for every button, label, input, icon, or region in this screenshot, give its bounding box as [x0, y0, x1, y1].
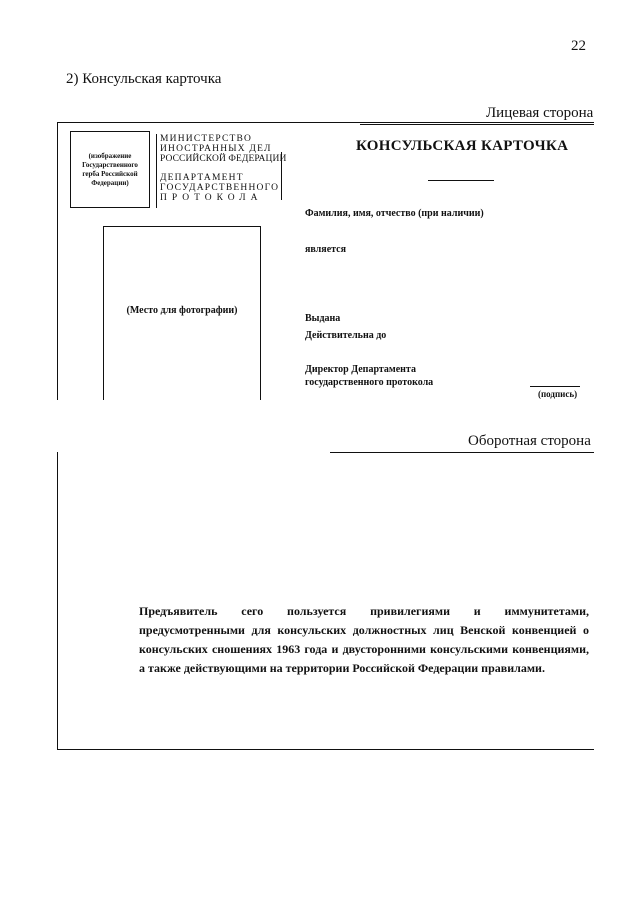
card-title: КОНСУЛЬСКАЯ КАРТОЧКА	[356, 138, 569, 154]
front-side-label: Лицевая сторона	[486, 105, 594, 121]
field-issued: Выдана	[305, 313, 341, 324]
department-line: ГОСУДАРСТВЕННОГО	[160, 183, 280, 193]
emblem-line: герба Российской	[82, 169, 138, 178]
header-divider	[156, 134, 157, 208]
emblem-line: (изображение	[88, 151, 132, 160]
back-card-frame	[57, 452, 594, 750]
field-director-title: государственного протокола	[305, 377, 434, 388]
field-full-name: Фамилия, имя, отчество (при наличии)	[305, 208, 484, 219]
department-heading	[160, 173, 279, 203]
field-director-title: Директор Департамента	[305, 364, 416, 375]
ministry-line: МИНИСТЕРСТВО	[160, 134, 253, 144]
ministry-line: ИНОСТРАННЫХ ДЕЛ	[160, 144, 272, 154]
emblem-line: Государственного	[82, 160, 138, 169]
department-line: ПРОТОКОЛА	[160, 193, 263, 203]
photo-placeholder-label: (Место для фотографии)	[126, 305, 238, 316]
department-line: ДЕПАРТАМЕНТ	[160, 173, 244, 183]
ministry-line: РОССИЙСКОЙ ФЕДЕРАЦИИ	[160, 154, 287, 164]
front-card-top-border	[57, 122, 594, 123]
field-valid-until: Действительна до	[305, 330, 387, 341]
ministry-heading	[160, 134, 286, 164]
emblem-line: Федерации)	[91, 178, 129, 187]
title-underline	[428, 180, 494, 181]
section-title: 2) Консульская карточка	[66, 71, 222, 87]
emblem-placeholder-text	[82, 152, 138, 188]
page-number: 22	[571, 38, 586, 54]
back-side-label: Оборотная сторона	[468, 433, 591, 449]
signature-label: (подпись)	[538, 389, 578, 399]
emblem-placeholder	[70, 131, 150, 208]
signature-line	[530, 386, 580, 387]
back-side-text: Предъявитель сего пользуется привилегиями и иммунитетами, предусмотренными для консульских должностных лиц Венской конвенцией о консульских сношениях 1963 года и двусторонними консульскими конвенциями, а также действующими на территории Российской Федерации правилами.	[139, 604, 589, 675]
field-is: является	[305, 244, 347, 255]
